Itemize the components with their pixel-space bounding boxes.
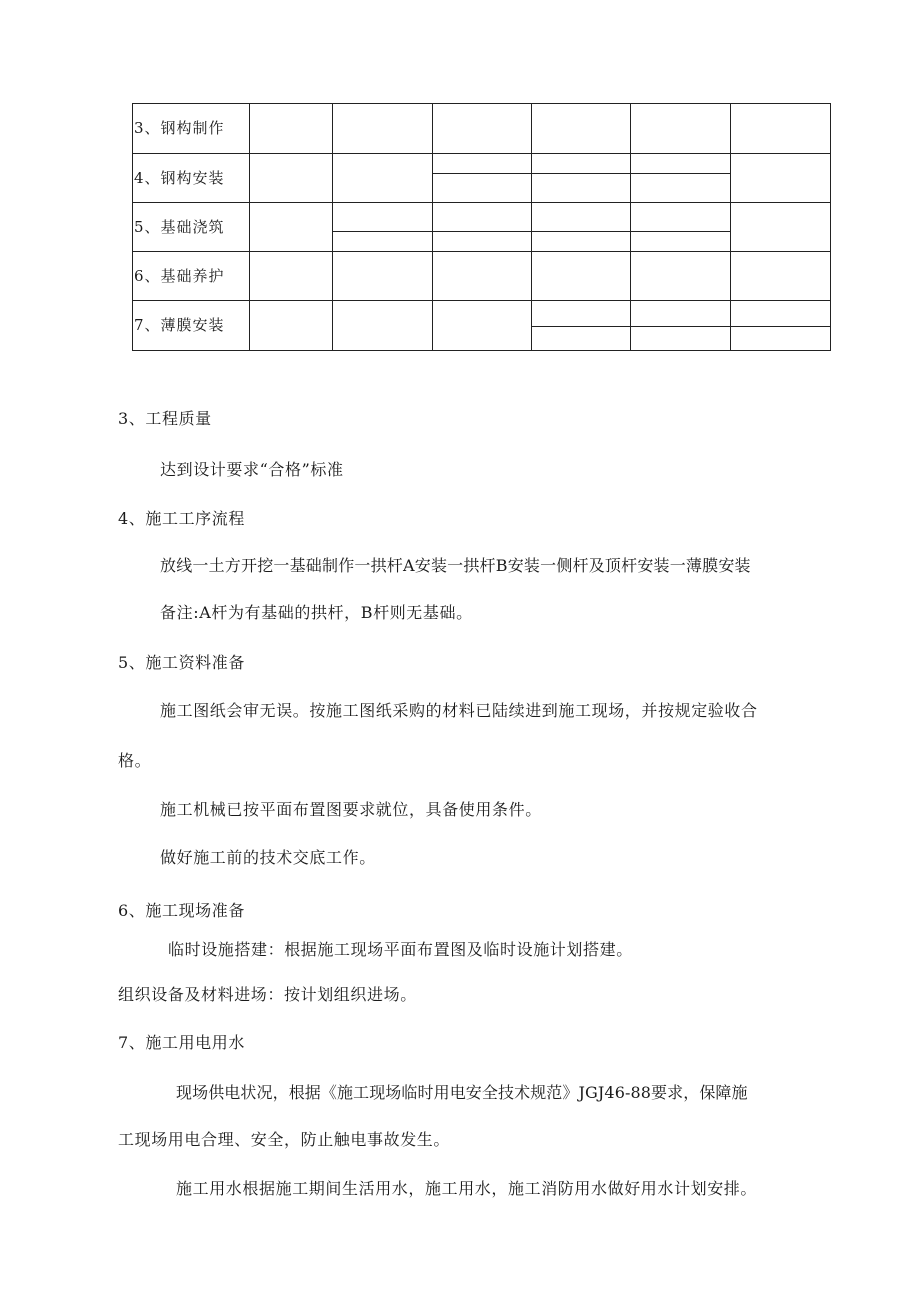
task-label: 6、基础养护 — [134, 267, 225, 285]
section-heading-process: 4、施工工序流程 — [118, 509, 245, 528]
paragraph: 达到设计要求“合格”标准 — [160, 460, 344, 479]
section-heading-documents: 5、施工资料准备 — [118, 653, 245, 672]
paragraph: 施工图纸会审无误。按施工图纸采购的材料已陆续进到施工现场，并按规定验收合 — [160, 701, 758, 720]
paragraph: 施工机械已按平面布置图要求就位，具备使用条件。 — [160, 800, 542, 819]
table-col-line — [432, 103, 433, 351]
paragraph: 组织设备及材料进场：按计划组织进场。 — [118, 985, 417, 1004]
task-label: 5、基础浇筑 — [134, 218, 225, 236]
paragraph: 临时设施搭建：根据施工现场平面布置图及临时设施计划搭建。 — [168, 940, 633, 959]
section-heading-site: 6、施工现场准备 — [118, 901, 245, 920]
table-border — [132, 103, 133, 351]
schedule-table — [0, 0, 920, 400]
table-col-line — [730, 103, 731, 351]
task-label: 7、薄膜安装 — [134, 316, 225, 334]
section-heading-quality: 3、工程质量 — [118, 409, 212, 428]
table-border — [830, 103, 831, 351]
table-col-line — [249, 103, 250, 351]
paragraph: 现场供电状况，根据《施工现场临时用电安全技术规范》JGJ46-88要求，保障施 — [176, 1083, 748, 1102]
table-col-line — [531, 103, 532, 351]
paragraph: 放线一土方开挖一基础制作一拱杆A安装一拱杆B安装一侧杆及顶杆安装一薄膜安装 — [160, 556, 751, 575]
table-col-line — [630, 103, 631, 351]
paragraph: 备注:A杆为有基础的拱杆，B杆则无基础。 — [160, 603, 473, 622]
gantt-bar-line — [332, 231, 730, 232]
task-label: 3、钢构制作 — [134, 119, 225, 137]
section-heading-utilities: 7、施工用电用水 — [118, 1033, 245, 1052]
paragraph: 做好施工前的技术交底工作。 — [160, 848, 376, 867]
paragraph-continuation: 工现场用电合理、安全，防止触电事故发生。 — [118, 1130, 451, 1149]
paragraph-continuation: 格。 — [118, 751, 152, 770]
paragraph: 施工用水根据施工期间生活用水，施工用水，施工消防用水做好用水计划安排。 — [176, 1179, 758, 1198]
table-col-line — [332, 103, 333, 351]
gantt-bar-line — [531, 326, 830, 327]
table-border — [132, 350, 831, 351]
gantt-bar-line — [432, 173, 730, 174]
task-label: 4、钢构安装 — [134, 169, 225, 187]
